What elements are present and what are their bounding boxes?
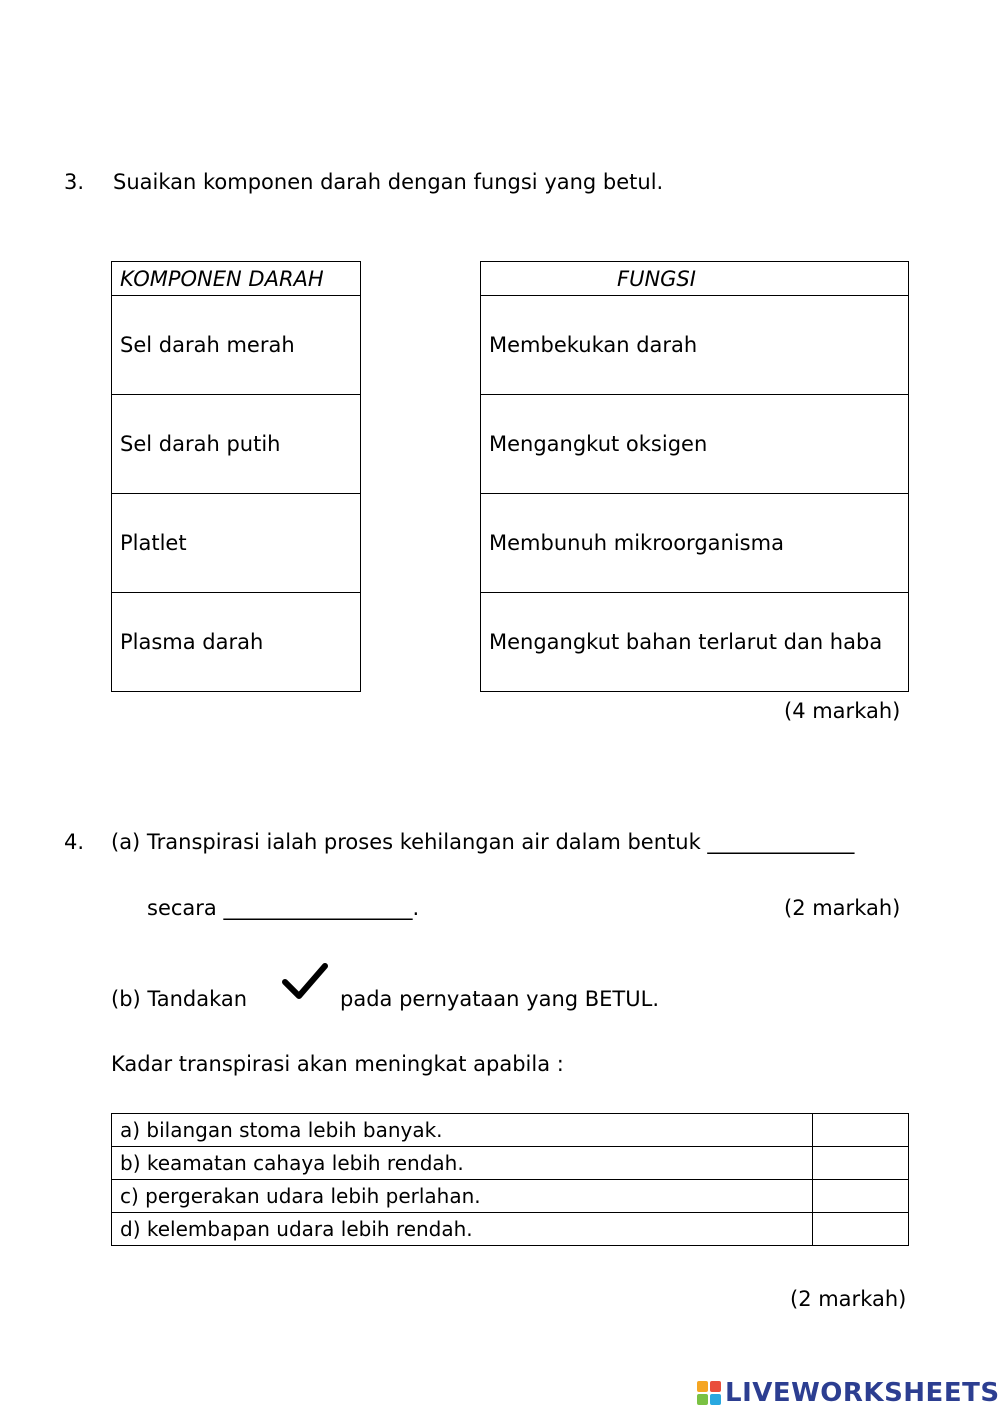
table-row [112,1147,909,1180]
component-cell[interactable]: Sel darah merah [112,296,361,395]
q4a-line2: secara __________________. [147,896,420,920]
component-cell[interactable]: Platlet [112,494,361,593]
component-cell[interactable]: Sel darah putih [112,395,361,494]
check-mark-icon [282,962,328,1006]
answer-box[interactable] [813,1213,909,1246]
q4b-instruction-end: pada pernyataan yang BETUL. [340,987,660,1011]
answer-box[interactable] [813,1180,909,1213]
function-cell[interactable]: Membekukan darah [481,296,909,395]
q4a-marks: (2 markah) [784,896,901,920]
component-cell[interactable]: Plasma darah [112,593,361,692]
components-header: KOMPONEN DARAH [112,262,361,296]
answer-box[interactable] [813,1147,909,1180]
function-cell[interactable]: Mengangkut bahan terlarut dan haba [481,593,909,692]
table-row [112,1213,909,1246]
q3-number: 3. [64,170,85,194]
q3-prompt: Suaikan komponen darah dengan fungsi yang betul. [113,170,664,194]
q4a-line1: (a) Transpirasi ialah proses kehilangan air dalam bentuk ______________ [111,830,855,854]
components-table [111,261,361,692]
table-row [112,1180,909,1213]
q4b-intro: Kadar transpirasi akan meningkat apabila : [111,1052,564,1076]
statement-cell: d) kelembapan udara lebih rendah. [112,1213,813,1246]
function-cell[interactable]: Membunuh mikroorganisma [481,494,909,593]
statement-cell: c) pergerakan udara lebih perlahan. [112,1180,813,1213]
q3-marks: (4 markah) [784,699,901,723]
function-cell[interactable]: Mengangkut oksigen [481,395,909,494]
q4b-instruction: (b) Tandakan [111,987,248,1011]
functions-header: FUNGSI [481,262,909,296]
q4-number: 4. [64,830,85,854]
answer-box[interactable] [813,1114,909,1147]
statement-cell: a) bilangan stoma lebih banyak. [112,1114,813,1147]
statements-table [111,1113,909,1246]
q4b-marks: (2 markah) [790,1287,907,1311]
statement-cell: b) keamatan cahaya lebih rendah. [112,1147,813,1180]
table-row [112,1114,909,1147]
liveworksheets-logo-icon [697,1381,721,1405]
functions-table [480,261,909,692]
brand-name: LIVEWORKSHEETS [725,1378,1000,1408]
liveworksheets-logo[interactable] [697,1380,1000,1406]
